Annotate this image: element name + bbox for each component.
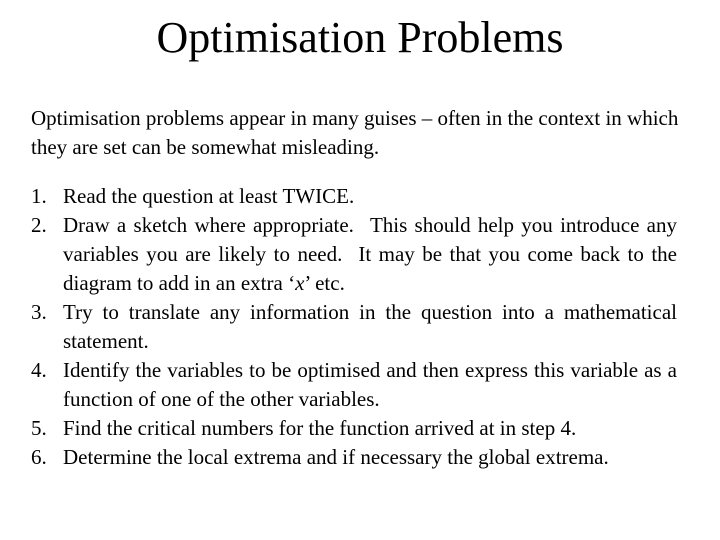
variable-x: x — [295, 271, 305, 295]
step-number: 2. — [31, 213, 47, 237]
step-item-1 — [31, 182, 677, 211]
step-number: 6. — [31, 445, 47, 469]
step-text-part: This should help you introduce any variables you are likely to need. — [63, 213, 677, 266]
step-item-6 — [31, 443, 677, 472]
step-number: 5. — [31, 416, 47, 440]
steps-list — [31, 182, 677, 472]
step-text-part: It may be that you come back to the diagram to add in an extra ‘ — [63, 242, 678, 295]
step-item-3 — [31, 298, 677, 356]
step-text-part: Draw a sketch where appropriate. — [63, 213, 354, 237]
step-text: Determine the local extrema and if necessary the global extrema. — [63, 445, 609, 469]
step-number: 1. — [31, 184, 47, 208]
intro-paragraph: Optimisation problems appear in many guises – often in the context in which they are set can be somewhat misleading. — [31, 106, 679, 159]
step-number: 3. — [31, 300, 47, 324]
step-item-5 — [31, 414, 677, 443]
step-item-4 — [31, 356, 677, 414]
step-item-2 — [31, 211, 677, 298]
step-number: 4. — [31, 358, 47, 382]
step-text: Read the question at least TWICE. — [63, 184, 355, 208]
step-text: Try to translate any information in the question into a mathematical statement. — [63, 300, 677, 353]
slide-title: Optimisation Problems — [156, 13, 564, 62]
step-text-group — [63, 211, 677, 298]
step-text-part: ’ etc. — [304, 271, 345, 295]
step-text: Find the critical numbers for the function arrived at in step 4. — [63, 416, 577, 440]
step-text: Identify the variables to be optimised and then express this variable as a function of one of the other variables. — [63, 358, 677, 411]
